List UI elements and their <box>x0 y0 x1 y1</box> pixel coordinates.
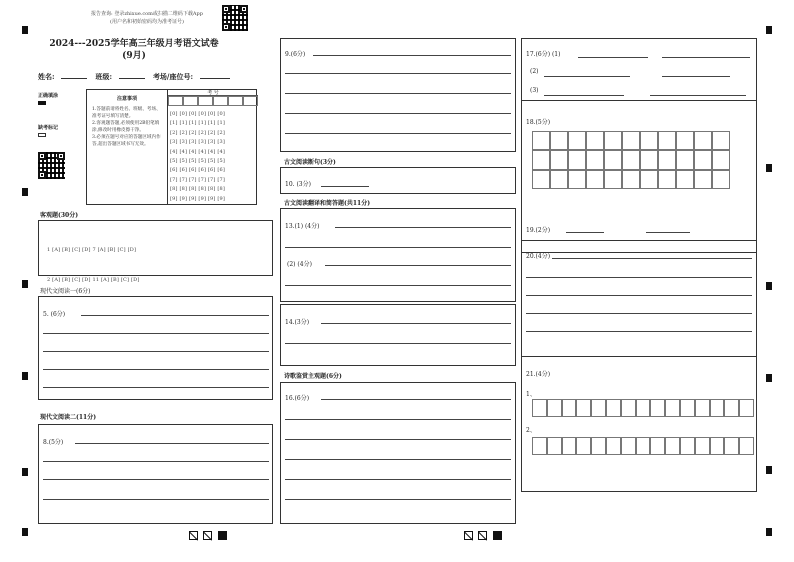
q20-label: 20.(4分) <box>526 253 551 260</box>
absent-mark-box[interactable] <box>38 133 46 137</box>
exam-number-panel <box>167 89 258 205</box>
report-notice-line1: 报告查询: 登录zhixue.com或扫描二维码下载App <box>91 11 203 17</box>
q21-1-grid[interactable] <box>532 399 754 417</box>
q16-label: 16.(6分) <box>285 395 310 402</box>
bubble-row[interactable]: [8] [8] [8] [8] [8] [8] <box>170 186 226 193</box>
answer-row[interactable]: 2 [A] [B] [C] [D] 11 [A] [B] [C] [D] <box>47 277 140 283</box>
page-code-mark <box>203 531 212 540</box>
q16-answer-box[interactable] <box>280 382 516 524</box>
timing-mark <box>766 26 772 34</box>
q14-answer-box[interactable] <box>280 304 516 366</box>
name-field[interactable] <box>61 78 87 79</box>
bubble-row[interactable]: [2] [2] [2] [2] [2] [2] <box>170 129 226 136</box>
bubble-row[interactable]: [4] [4] [4] [4] [4] [4] <box>170 148 226 155</box>
timing-mark <box>766 466 772 474</box>
q20-answer-area[interactable] <box>522 241 756 357</box>
page-code-mark <box>464 531 473 540</box>
q13-1-label: 13.(1) (4分) <box>285 223 320 230</box>
bubble-row[interactable]: [0] [0] [0] [0] [0] [0] <box>170 111 226 117</box>
modern-reading-1-title: 现代文阅读一(6分) <box>40 288 91 295</box>
absent-mark-label: 缺考标记 <box>38 125 59 131</box>
q21-2-grid[interactable] <box>532 437 754 455</box>
page-code-mark <box>189 531 198 540</box>
seat-label: 考场/座位号: <box>152 72 194 81</box>
bubble-row[interactable]: [3] [3] [3] [3] [3] [3] <box>170 139 226 146</box>
correct-fill-label: 正确填涂 <box>38 93 59 99</box>
timing-mark <box>22 188 28 196</box>
timing-mark <box>766 164 772 172</box>
q14-label: 14.(3分) <box>285 319 310 326</box>
poetry-title: 诗歌鉴赏主观题(6分) <box>284 373 342 380</box>
timing-mark <box>766 282 772 290</box>
exam-number-bubbles[interactable] <box>170 110 225 204</box>
objective-panel <box>38 220 273 283</box>
q19-label: 19.(2分) <box>526 227 551 234</box>
notes-item: 1.答题前请将姓名、班级、考场、准考证号填写清楚。 <box>92 107 161 119</box>
q5-label: 5. (6分) <box>43 311 66 318</box>
classical-break-title: 古文阅读断句(3分) <box>284 159 336 166</box>
answer-row[interactable]: 1 [A] [B] [C] [D] 7 [A] [B] [C] [D] <box>47 247 137 253</box>
q10-label: 10. (3分) <box>285 181 311 188</box>
q17-2-label: (2) <box>530 68 539 75</box>
timing-mark <box>22 26 28 34</box>
q21-label: 21.(4分) <box>526 371 551 378</box>
q21-2-label: 2、 <box>526 427 536 434</box>
q21-answer-area[interactable] <box>522 357 756 491</box>
q9-label: 9.(6分) <box>285 51 306 58</box>
exam-qr-code <box>38 152 65 179</box>
timing-mark <box>766 528 772 536</box>
q17-answer-area[interactable] <box>522 39 756 101</box>
objective-title: 客观题(30分) <box>40 212 79 219</box>
exam-number-write-boxes[interactable] <box>168 96 258 106</box>
download-qr-code <box>222 5 248 31</box>
page-title-line2: (9月) <box>122 51 146 61</box>
bubble-row[interactable]: [5] [5] [5] [5] [5] [5] <box>170 158 226 165</box>
modern-reading-2-title: 现代文阅读二(11分) <box>40 414 97 421</box>
class-label: 班级: <box>95 72 113 81</box>
report-notice <box>74 10 220 26</box>
q8-answer-box[interactable] <box>38 424 273 524</box>
q8-label: 8.(5分) <box>43 439 64 446</box>
page-title-line1: 2024---2025学年高三年级月考语文试卷 <box>49 39 219 49</box>
notes-panel <box>86 89 257 205</box>
page-title <box>36 38 232 62</box>
classical-translation-title: 古文阅读翻译和简答题(共11分) <box>284 200 371 207</box>
correct-fill-sample <box>38 101 46 105</box>
notes-item: 2.客观题答题,必须使用2B铅笔填涂,修改时用橡皮擦干净。 <box>92 121 160 133</box>
timing-mark <box>22 528 28 536</box>
q17-1-label: 17.(6分) (1) <box>526 51 561 58</box>
q10-answer-box[interactable] <box>280 167 516 194</box>
q21-1-label: 1、 <box>526 391 536 398</box>
q18-writing-grid[interactable] <box>532 131 730 189</box>
notes-title: 注意事项 <box>116 96 137 102</box>
q9-answer-box[interactable] <box>280 38 516 152</box>
q17-3-label: (3) <box>530 87 539 94</box>
notes-item: 3.必须在题号对应的答题区域内作答,超出答题区域书写无效。 <box>92 135 161 147</box>
bubble-row[interactable]: [1] [1] [1] [1] [1] [1] <box>170 120 226 127</box>
q5-answer-box[interactable] <box>38 296 273 400</box>
notes-list <box>92 106 162 148</box>
page-code-mark <box>218 531 227 540</box>
exam-number-label: 考 号 <box>168 89 258 96</box>
q13-answer-box[interactable] <box>280 208 516 302</box>
q13-2-label: (2) (4分) <box>287 261 312 268</box>
name-label: 姓名: <box>38 72 55 81</box>
student-info-row <box>38 72 230 82</box>
class-field[interactable] <box>119 78 145 79</box>
q19-answer-area[interactable] <box>522 215 756 241</box>
page-code-mark <box>478 531 487 540</box>
report-notice-line2: (用户名和初始密码均为准考证号) <box>110 19 184 25</box>
timing-mark <box>766 374 772 382</box>
col3-answer-panel <box>521 38 757 492</box>
seat-field[interactable] <box>200 78 230 79</box>
q18-label: 18.(5分) <box>526 119 551 126</box>
timing-mark <box>22 372 28 380</box>
bubble-row[interactable]: [6] [6] [6] [6] [6] [6] <box>170 167 226 174</box>
bubble-row[interactable]: [7] [7] [7] [7] [7] [7] <box>170 176 226 183</box>
timing-mark <box>22 280 28 288</box>
bubble-row[interactable]: [9] [9] [9] [9] [9] [9] <box>170 195 226 202</box>
page-code-mark <box>493 531 502 540</box>
timing-mark <box>22 468 28 476</box>
